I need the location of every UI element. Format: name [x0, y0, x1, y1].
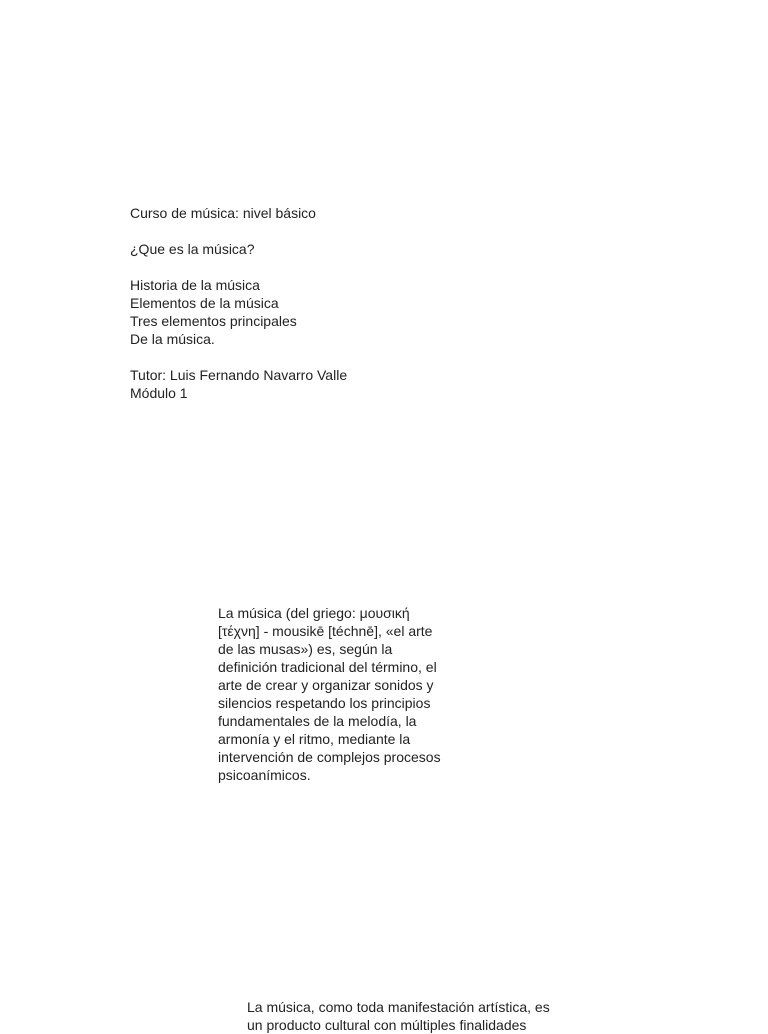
topic-line: Elementos de la música [130, 295, 279, 311]
paragraph-line: psicoanímicos. [218, 767, 311, 783]
question-heading: ¿Que es la música? [130, 241, 255, 257]
paragraph-line: armonía y el ritmo, mediante la [218, 731, 411, 747]
paragraph-line: silencios respetando los principios [218, 695, 431, 711]
course-title: Curso de música: nivel básico [130, 205, 316, 221]
paragraph-line: La música (del griego: μουσική [218, 605, 410, 621]
paragraph-line: [τέχνη] - mousikē [téchnē], «el arte [218, 623, 433, 639]
paragraph-line: La música, como toda manifestación artística, es [247, 999, 550, 1015]
paragraph-line: de las musas») es, según la [218, 641, 393, 657]
topic-line: De la música. [130, 331, 215, 347]
paragraph-line: fundamentales de la melodía, la [218, 713, 417, 729]
topic-line: Historia de la música [130, 277, 260, 293]
topic-line: Tres elementos principales [130, 313, 297, 329]
cultural-product-paragraph [247, 998, 607, 1034]
paragraph-line: un producto cultural con múltiples finalidades [247, 1017, 527, 1033]
tutor-line: Tutor: Luis Fernando Navarro Valle [130, 367, 348, 383]
spacer [130, 222, 550, 240]
paragraph-line: definición tradicional del término, el [218, 659, 437, 675]
module-line: Módulo 1 [130, 385, 188, 401]
paragraph-line: intervención de complejos procesos [218, 749, 441, 765]
paragraph-line: arte de crear y organizar sonidos y [218, 677, 434, 693]
spacer [130, 348, 550, 366]
cover-section [130, 204, 550, 402]
spacer [130, 258, 550, 276]
definition-paragraph [218, 604, 468, 784]
